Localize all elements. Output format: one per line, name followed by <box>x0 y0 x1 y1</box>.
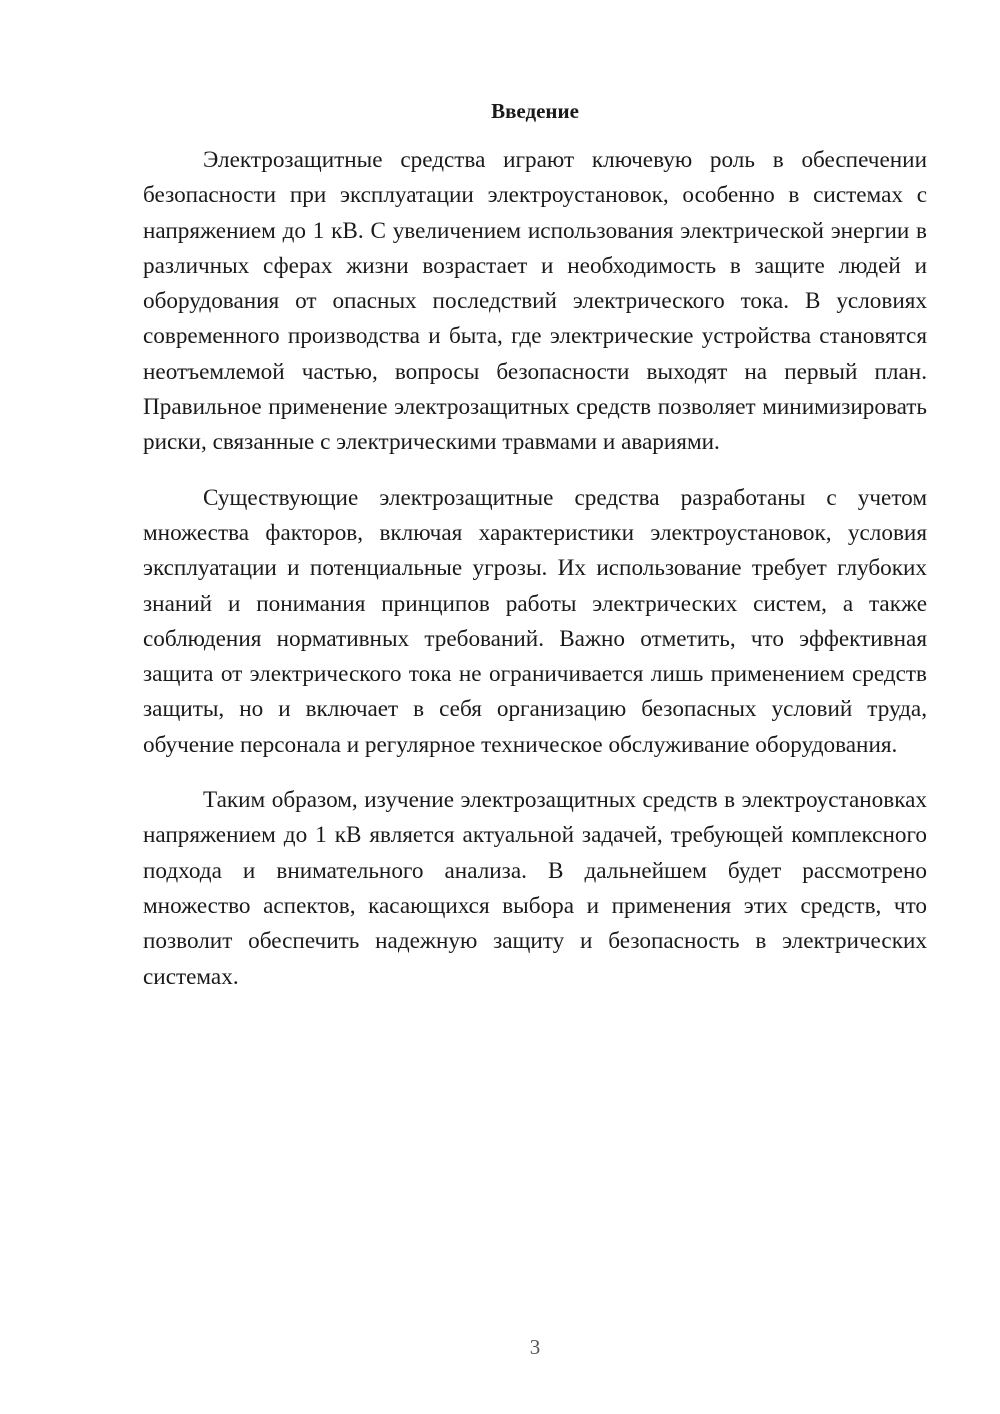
paragraph-2: Существующие электрозащитные средства разработаны с учетом множества факторов, включая характеристики электроустановок, условия эксплуатации и потенциальные угрозы. Их использование требует глубоких знаний и понимания принципов работы электрических систем, а также соблюдения нормативных требований. Важно отметить, что эффективная защита от электрического тока не ограничивается лишь применением средств защиты, но и включает в себя организацию безопасных условий труда, обучение персонала и регулярное техническое обслуживание оборудования. <box>143 484 927 758</box>
page-number: 3 <box>529 1335 541 1359</box>
paragraph-1: Электрозащитные средства играют ключевую роль в обеспечении безопасности при эксплуатации электроустановок, особенно в системах с напряжением до 1 кВ. С увеличением использования электрической энергии в различных сферах жизни возрастает и необходимость в защите людей и оборудования от опасных последствий электрического тока. В условиях современного производства и быта, где электрические устройства становятся неотъемлемой частью, вопросы безопасности выходят на первый план. Правильное применение электрозащитных средств позволяет минимизировать риски, связанные с электрическими травмами и авариями. <box>143 147 927 456</box>
paragraph-3: Таким образом, изучение электрозащитных средств в электроустановках напряжением до 1 кВ является актуальной задачей, требующей комплексного подхода и внимательного анализа. В дальнейшем будет рассмотрено множество аспектов, касающихся выбора и применения этих средств, что позволит обеспечить надежную защиту и безопасность в электрических системах. <box>143 787 927 990</box>
section-heading: Введение <box>491 99 579 123</box>
body-text <box>143 143 927 1015</box>
